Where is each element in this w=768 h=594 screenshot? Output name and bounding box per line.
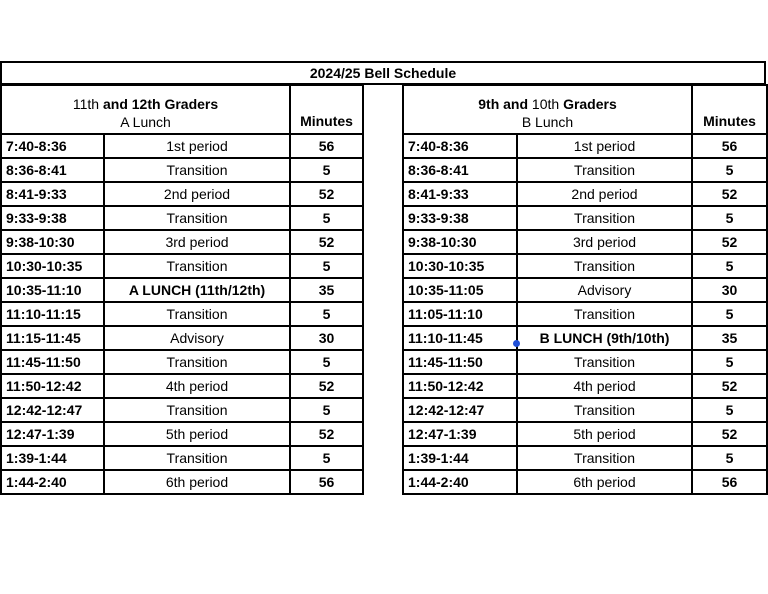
activity-cell: Transition bbox=[104, 158, 290, 182]
time-cell: 12:47-1:39 bbox=[403, 422, 517, 446]
time-cell: 8:36-8:41 bbox=[1, 158, 104, 182]
time-cell: 11:10-11:15 bbox=[1, 302, 104, 326]
right-header-grade-prefix: 9th and bbox=[478, 96, 529, 112]
minutes-cell: 30 bbox=[692, 278, 767, 302]
minutes-cell: 5 bbox=[290, 350, 363, 374]
right-header-grade-suffix: Graders bbox=[563, 96, 617, 112]
time-cell: 11:50-12:42 bbox=[403, 374, 517, 398]
activity-cell: Transition bbox=[517, 254, 692, 278]
time-cell: 1:39-1:44 bbox=[1, 446, 104, 470]
activity-cell: B LUNCH (9th/10th) bbox=[517, 326, 692, 350]
time-cell: 11:45-11:50 bbox=[403, 350, 517, 374]
right-schedule-row bbox=[403, 158, 767, 182]
left-schedule-row bbox=[1, 134, 363, 158]
minutes-cell: 52 bbox=[290, 182, 363, 206]
activity-cell: 4th period bbox=[517, 374, 692, 398]
minutes-cell: 5 bbox=[290, 158, 363, 182]
activity-cell: 3rd period bbox=[517, 230, 692, 254]
time-cell: 9:33-9:38 bbox=[1, 206, 104, 230]
minutes-cell: 56 bbox=[290, 470, 363, 494]
left-rows bbox=[1, 134, 363, 494]
right-minutes-header: Minutes bbox=[692, 85, 767, 134]
activity-cell: Transition bbox=[104, 254, 290, 278]
left-schedule-row bbox=[1, 230, 363, 254]
time-cell: 1:44-2:40 bbox=[1, 470, 104, 494]
time-cell: 1:44-2:40 bbox=[403, 470, 517, 494]
time-cell: 9:38-10:30 bbox=[1, 230, 104, 254]
minutes-cell: 52 bbox=[692, 374, 767, 398]
minutes-cell: 5 bbox=[692, 446, 767, 470]
right-schedule-row bbox=[403, 278, 767, 302]
activity-cell: Transition bbox=[517, 206, 692, 230]
minutes-cell: 52 bbox=[692, 182, 767, 206]
time-cell: 9:33-9:38 bbox=[403, 206, 517, 230]
time-cell: 12:42-12:47 bbox=[1, 398, 104, 422]
minutes-cell: 5 bbox=[290, 302, 363, 326]
right-schedule-row bbox=[403, 302, 767, 326]
time-cell: 9:38-10:30 bbox=[403, 230, 517, 254]
minutes-cell: 56 bbox=[290, 134, 363, 158]
left-schedule-row bbox=[1, 326, 363, 350]
minutes-cell: 5 bbox=[692, 302, 767, 326]
right-group-header bbox=[403, 85, 692, 134]
time-cell: 12:42-12:47 bbox=[403, 398, 517, 422]
left-schedule-row bbox=[1, 446, 363, 470]
activity-cell: 3rd period bbox=[104, 230, 290, 254]
minutes-cell: 5 bbox=[290, 446, 363, 470]
activity-cell: 2nd period bbox=[517, 182, 692, 206]
right-schedule-row bbox=[403, 230, 767, 254]
minutes-cell: 52 bbox=[290, 374, 363, 398]
right-schedule-row bbox=[403, 446, 767, 470]
activity-cell: Transition bbox=[517, 158, 692, 182]
right-schedule-row bbox=[403, 206, 767, 230]
right-schedule-row bbox=[403, 374, 767, 398]
right-schedule-row bbox=[403, 470, 767, 494]
time-cell: 7:40-8:36 bbox=[1, 134, 104, 158]
time-cell: 12:47-1:39 bbox=[1, 422, 104, 446]
right-schedule-row bbox=[403, 182, 767, 206]
activity-cell: Transition bbox=[104, 206, 290, 230]
activity-cell: 5th period bbox=[517, 422, 692, 446]
right-header-row bbox=[403, 85, 767, 134]
time-cell: 1:39-1:44 bbox=[403, 446, 517, 470]
activity-cell: Transition bbox=[104, 350, 290, 374]
right-schedule-row bbox=[403, 422, 767, 446]
time-cell: 8:41-9:33 bbox=[403, 182, 517, 206]
time-cell: 11:05-11:10 bbox=[403, 302, 517, 326]
left-minutes-header: Minutes bbox=[290, 85, 363, 134]
activity-cell: 2nd period bbox=[104, 182, 290, 206]
left-schedule-row bbox=[1, 278, 363, 302]
left-header-row bbox=[1, 85, 363, 134]
activity-cell: Transition bbox=[517, 398, 692, 422]
activity-cell: Transition bbox=[104, 302, 290, 326]
right-schedule-row bbox=[403, 254, 767, 278]
activity-cell: Advisory bbox=[517, 278, 692, 302]
minutes-cell: 5 bbox=[290, 254, 363, 278]
activity-cell: Transition bbox=[104, 446, 290, 470]
left-schedule-row bbox=[1, 206, 363, 230]
minutes-cell: 52 bbox=[692, 422, 767, 446]
activity-cell: Transition bbox=[517, 302, 692, 326]
minutes-cell: 35 bbox=[290, 278, 363, 302]
minutes-cell: 5 bbox=[692, 398, 767, 422]
minutes-cell: 52 bbox=[290, 230, 363, 254]
minutes-cell: 5 bbox=[290, 206, 363, 230]
right-header-grade-mid: 10th bbox=[528, 96, 564, 112]
time-cell: 10:30-10:35 bbox=[403, 254, 517, 278]
time-cell: 11:50-12:42 bbox=[1, 374, 104, 398]
activity-cell: A LUNCH (11th/12th) bbox=[104, 278, 290, 302]
minutes-cell: 5 bbox=[692, 158, 767, 182]
selection-handle-icon[interactable] bbox=[513, 340, 520, 347]
left-header-grade-prefix: 11th bbox=[72, 96, 100, 112]
activity-cell: 6th period bbox=[517, 470, 692, 494]
activity-cell: Transition bbox=[517, 350, 692, 374]
left-schedule-row bbox=[1, 374, 363, 398]
minutes-cell: 56 bbox=[692, 470, 767, 494]
activity-cell: Advisory bbox=[104, 326, 290, 350]
right-schedule-row bbox=[403, 398, 767, 422]
left-group-header bbox=[1, 85, 290, 134]
left-schedule-row bbox=[1, 470, 363, 494]
right-schedule-row bbox=[403, 134, 767, 158]
minutes-cell: 56 bbox=[692, 134, 767, 158]
time-cell: 7:40-8:36 bbox=[403, 134, 517, 158]
right-rows bbox=[403, 134, 767, 494]
minutes-cell: 5 bbox=[692, 254, 767, 278]
left-schedule-row bbox=[1, 254, 363, 278]
activity-cell: Transition bbox=[104, 398, 290, 422]
time-cell: 8:41-9:33 bbox=[1, 182, 104, 206]
time-cell: 10:30-10:35 bbox=[1, 254, 104, 278]
schedule-title: 2024/25 Bell Schedule bbox=[0, 61, 766, 85]
time-cell: 10:35-11:10 bbox=[1, 278, 104, 302]
left-header-grade-suffix: and 12th Graders bbox=[99, 96, 219, 112]
time-cell: 11:45-11:50 bbox=[1, 350, 104, 374]
activity-cell: Transition bbox=[517, 446, 692, 470]
minutes-cell: 5 bbox=[692, 206, 767, 230]
minutes-cell: 5 bbox=[692, 350, 767, 374]
activity-cell: 1st period bbox=[104, 134, 290, 158]
minutes-cell: 5 bbox=[290, 398, 363, 422]
activity-cell: 1st period bbox=[517, 134, 692, 158]
activity-cell: 5th period bbox=[104, 422, 290, 446]
left-schedule-row bbox=[1, 302, 363, 326]
left-schedule-row bbox=[1, 158, 363, 182]
left-schedule-row bbox=[1, 398, 363, 422]
activity-cell: 4th period bbox=[104, 374, 290, 398]
right-schedule-row bbox=[403, 350, 767, 374]
time-cell: 11:10-11:45 bbox=[403, 326, 517, 350]
right-schedule-row bbox=[403, 326, 767, 350]
time-cell: 10:35-11:05 bbox=[403, 278, 517, 302]
minutes-cell: 52 bbox=[290, 422, 363, 446]
minutes-cell: 35 bbox=[692, 326, 767, 350]
left-schedule-row bbox=[1, 182, 363, 206]
time-cell: 8:36-8:41 bbox=[403, 158, 517, 182]
left-schedule-row bbox=[1, 422, 363, 446]
left-schedule-row bbox=[1, 350, 363, 374]
left-schedule-table bbox=[0, 84, 364, 495]
right-lunch-label: B Lunch bbox=[521, 114, 574, 130]
right-schedule-table bbox=[402, 84, 768, 495]
minutes-cell: 52 bbox=[692, 230, 767, 254]
time-cell: 11:15-11:45 bbox=[1, 326, 104, 350]
activity-cell: 6th period bbox=[104, 470, 290, 494]
left-lunch-label: A Lunch bbox=[120, 114, 171, 130]
minutes-cell: 30 bbox=[290, 326, 363, 350]
